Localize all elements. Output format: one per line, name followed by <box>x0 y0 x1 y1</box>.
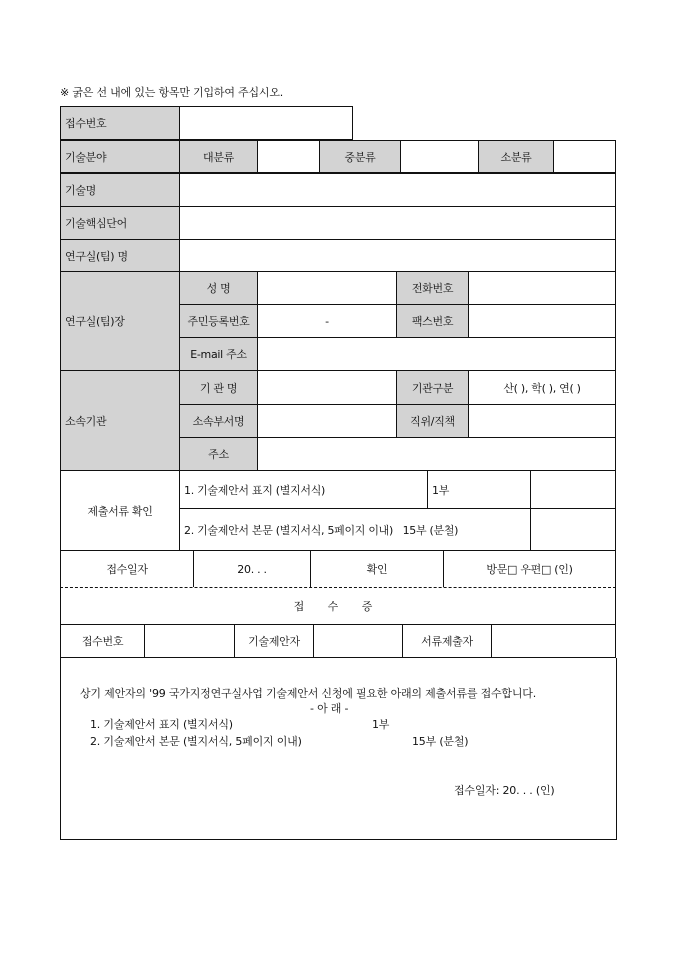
cert-item1: 1. 기술제안서 표지 (별지서식) <box>90 718 233 731</box>
tech-field-major-label: 대분류 <box>180 141 258 173</box>
instruction-note: ※ 굵은 선 내에 있는 항목만 기입하여 주십시오. <box>60 86 284 99</box>
lab-name-label: 연구실(팀) 명 <box>61 240 180 272</box>
lab-head-table <box>60 271 616 371</box>
lab-head-fax-label: 팩스번호 <box>397 305 469 338</box>
certificate-title: 접 수 증 <box>293 600 383 613</box>
lab-head-id-field[interactable]: - <box>258 305 397 338</box>
org-position-label: 직위/직책 <box>397 405 469 438</box>
receipt-date-label: 접수일자 <box>61 551 194 588</box>
org-table <box>60 370 616 471</box>
docs-item2-qty: 15부 (분철) <box>402 523 459 537</box>
cert-proposer-field[interactable] <box>314 625 403 658</box>
lab-head-id-label: 주민등록번호 <box>180 305 258 338</box>
docs-item1: 1. 기술제안서 표지 (별지서식) <box>180 471 428 509</box>
keywords-label: 기술핵심단어 <box>61 207 180 240</box>
receipt-date-field[interactable]: 20. . . <box>194 551 311 588</box>
org-label: 소속기관 <box>61 371 180 471</box>
tech-field-middle-label: 중분류 <box>320 141 401 173</box>
cert-item2-qty: 15부 (분철) <box>412 735 469 748</box>
org-address-label: 주소 <box>180 438 258 471</box>
cert-below: - 아 래 - <box>310 702 349 715</box>
tech-name-field[interactable] <box>180 174 616 207</box>
org-name-label: 기 관 명 <box>180 371 258 405</box>
cert-receipt-no-field[interactable] <box>145 625 235 658</box>
lab-head-email-label: E-mail 주소 <box>180 338 258 371</box>
tech-field-major-field[interactable] <box>258 141 320 173</box>
lab-head-name-label: 성 명 <box>180 272 258 305</box>
org-type-label: 기관구분 <box>397 371 469 405</box>
cert-item2: 2. 기술제안서 본문 (별지서식, 5페이지 이내) <box>90 735 302 748</box>
lab-head-fax-field[interactable] <box>469 305 616 338</box>
tech-info-table <box>60 173 616 272</box>
tech-field-minor-label: 소분류 <box>479 141 554 173</box>
lab-head-phone-field[interactable] <box>469 272 616 305</box>
cert-proposer-label: 기술제안자 <box>235 625 314 658</box>
org-type-field[interactable]: 산( ), 학( ), 연( ) <box>469 371 616 405</box>
receipt-method[interactable]: 방문□ 우편□ (인) <box>444 551 616 588</box>
lab-name-field[interactable] <box>180 240 616 272</box>
docs-item2-check[interactable] <box>531 509 616 551</box>
certificate-title-row <box>60 588 616 624</box>
certificate-info-table <box>60 624 616 658</box>
cert-receipt-no-label: 접수번호 <box>61 625 145 658</box>
cert-item1-qty: 1부 <box>372 718 390 731</box>
tech-field-table <box>60 140 616 173</box>
docs-item1-qty: 1부 <box>428 471 531 509</box>
receipt-date-table <box>60 550 616 587</box>
cert-date-line: 접수일자: 20. . . (인) <box>454 784 555 797</box>
receipt-no-field[interactable] <box>180 107 353 140</box>
receipt-number-table <box>60 106 353 140</box>
lab-head-name-field[interactable] <box>258 272 397 305</box>
tech-field-label: 기술분야 <box>61 141 180 173</box>
tech-field-minor-field[interactable] <box>554 141 616 173</box>
cert-text: 상기 제안자의 '99 국가지정연구실사업 기술제안서 신청에 필요한 아래의 제출서류를 접수합니다. <box>80 687 536 700</box>
tech-field-middle-field[interactable] <box>401 141 479 173</box>
tech-name-label: 기술명 <box>61 174 180 207</box>
confirm-label: 확인 <box>311 551 444 588</box>
lab-head-phone-label: 전화번호 <box>397 272 469 305</box>
docs-label: 제출서류 확인 <box>61 471 180 551</box>
lab-head-label: 연구실(팀)장 <box>61 272 180 371</box>
org-position-field[interactable] <box>469 405 616 438</box>
receipt-no-label: 접수번호 <box>61 107 180 140</box>
org-name-field[interactable] <box>258 371 397 405</box>
org-dept-label: 소속부서명 <box>180 405 258 438</box>
org-address-field[interactable] <box>258 438 616 471</box>
docs-item2-text: 2. 기술제안서 본문 (별지서식, 5페이지 이내) <box>184 523 393 537</box>
docs-item1-check[interactable] <box>531 471 616 509</box>
docs-item2 <box>180 509 531 551</box>
cert-submitter-label: 서류제출자 <box>403 625 492 658</box>
lab-head-email-field[interactable] <box>258 338 616 371</box>
cert-submitter-field[interactable] <box>492 625 616 658</box>
keywords-field[interactable] <box>180 207 616 240</box>
docs-table <box>60 470 616 551</box>
org-dept-field[interactable] <box>258 405 397 438</box>
